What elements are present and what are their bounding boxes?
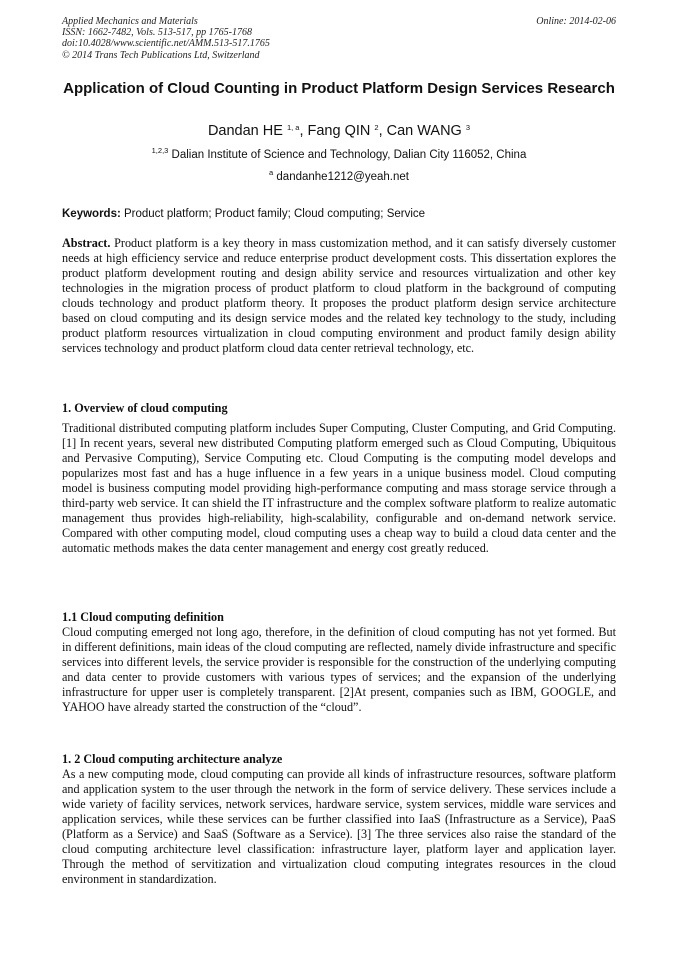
abstract-label: Abstract. [62, 236, 111, 250]
author-name: , Fang QIN [299, 123, 371, 139]
email-mark: a [269, 168, 274, 177]
journal-name: Applied Mechanics and Materials [62, 16, 198, 27]
affiliation [62, 148, 616, 163]
journal-header [62, 16, 616, 61]
doi-line[interactable]: doi:10.4028/www.scientific.net/AMM.513-517.1765 [62, 38, 270, 50]
email-address[interactable]: dandanhe1212@yeah.net [276, 171, 409, 183]
section-heading: 1.1 Cloud computing definition [62, 610, 224, 624]
section-paragraph: Traditional distributed computing platform includes Super Computing, Cluster Computing, and Grid Computing.[1] In recent years, several new distributed Computing platform emerged such as Cloud Computing, Ubiquitous and Pervasive Computing), Service Computing etc. Cloud Computing is the computing model develops and popularizes most fast and has a huge influence in a few years in a unique business model. Cloud computing model is business computing model providing high-performance computing and mass storage service through a third-party web service. It can shield the IT infrastructure and the complex software platform to realize automatic management thus provides high-reliability, high-scalability, configurable and on-demand network service. Compared with other computing model, cloud computing uses a cheap way to build a cloud data center and the automatic methods makes the data center management and energy cost greatly reduced. [62, 421, 616, 555]
issn-line: ISSN: 1662-7482, Vols. 513-517, pp 1765-1768 [62, 27, 252, 39]
copyright-line: © 2014 Trans Tech Publications Ltd, Switzerland [62, 49, 260, 61]
author-list [62, 122, 616, 140]
section-paragraph: Cloud computing emerged not long ago, therefore, in the definition of cloud computing has not yet formed. But in different definitions, main ideas of the cloud computing are reflected, namely divide infrastructure and specific services into different levels, the service provider is responsible for the construction of the underlying computing and data center to provide customers with various types of services; and the expansion of the underlying infrastructure for upper user is completely transparent. [2]At present, companies such as IBM, GOOGLE, and YAHOO have already started the construction of the “cloud”. [62, 625, 616, 714]
affiliation-text: Dalian Institute of Science and Technology, Dalian City 116052, China [171, 149, 527, 161]
online-date: Online: 2014-02-06 [536, 16, 616, 27]
abstract [62, 236, 616, 356]
section-heading: 1. 2 Cloud computing architecture analyze [62, 752, 283, 766]
keywords-text: Product platform; Product family; Cloud computing; Service [124, 208, 426, 220]
section-paragraph: As a new computing mode, cloud computing can provide all kinds of infrastructure resources, software platform and application system to the user through the network in the form of service delivery. These services include a wide variety of facility services, network services, hardware service, system services, middle ware services and application services, while these services can be further classified into IaaS (Infrastructure as a Service), PaaS (Platform as a Service) and SaaS (Software as a Service). [3] The three services also raise the standard of the cloud computing architecture level classification: infrastructure layer, platform layer and application layer. Through the method of servitization and virtualization cloud computing integrates resources in the cloud environment in standardization. [62, 767, 616, 886]
keywords [62, 207, 616, 222]
abstract-text: Product platform is a key theory in mass customization method, and it can satisfy diversely customer needs at high efficiency service and reduce enterprise product development costs. This dissertation explores the product platform development routing and design ability service and resources virtualization and other key technologies in the migration process of product platform to cloud platform in the background of computing clouds technology and product platform theory. It proposes the product platform design service architecture based on cloud computing and its design service modes and the related key technology to the study, including product platform resources virtualization in cloud computing environment and product family design ability services technology and product platform cloud data center retrieval technology, etc. [62, 236, 616, 355]
author-affil-mark: 3 [465, 123, 471, 132]
affiliation-mark: 1,2,3 [151, 146, 169, 155]
keywords-label: Keywords: [62, 208, 121, 220]
author-name: Dandan HE [207, 123, 283, 139]
author-name: , Can WANG [378, 123, 462, 139]
author-affil-mark: 2 [374, 123, 379, 132]
author-email [62, 170, 616, 185]
paper-title: Application of Cloud Counting in Product Platform Design Services Research [63, 80, 615, 97]
author-affil-mark: 1, a [286, 123, 300, 132]
section-heading: 1. Overview of cloud computing [62, 401, 228, 415]
